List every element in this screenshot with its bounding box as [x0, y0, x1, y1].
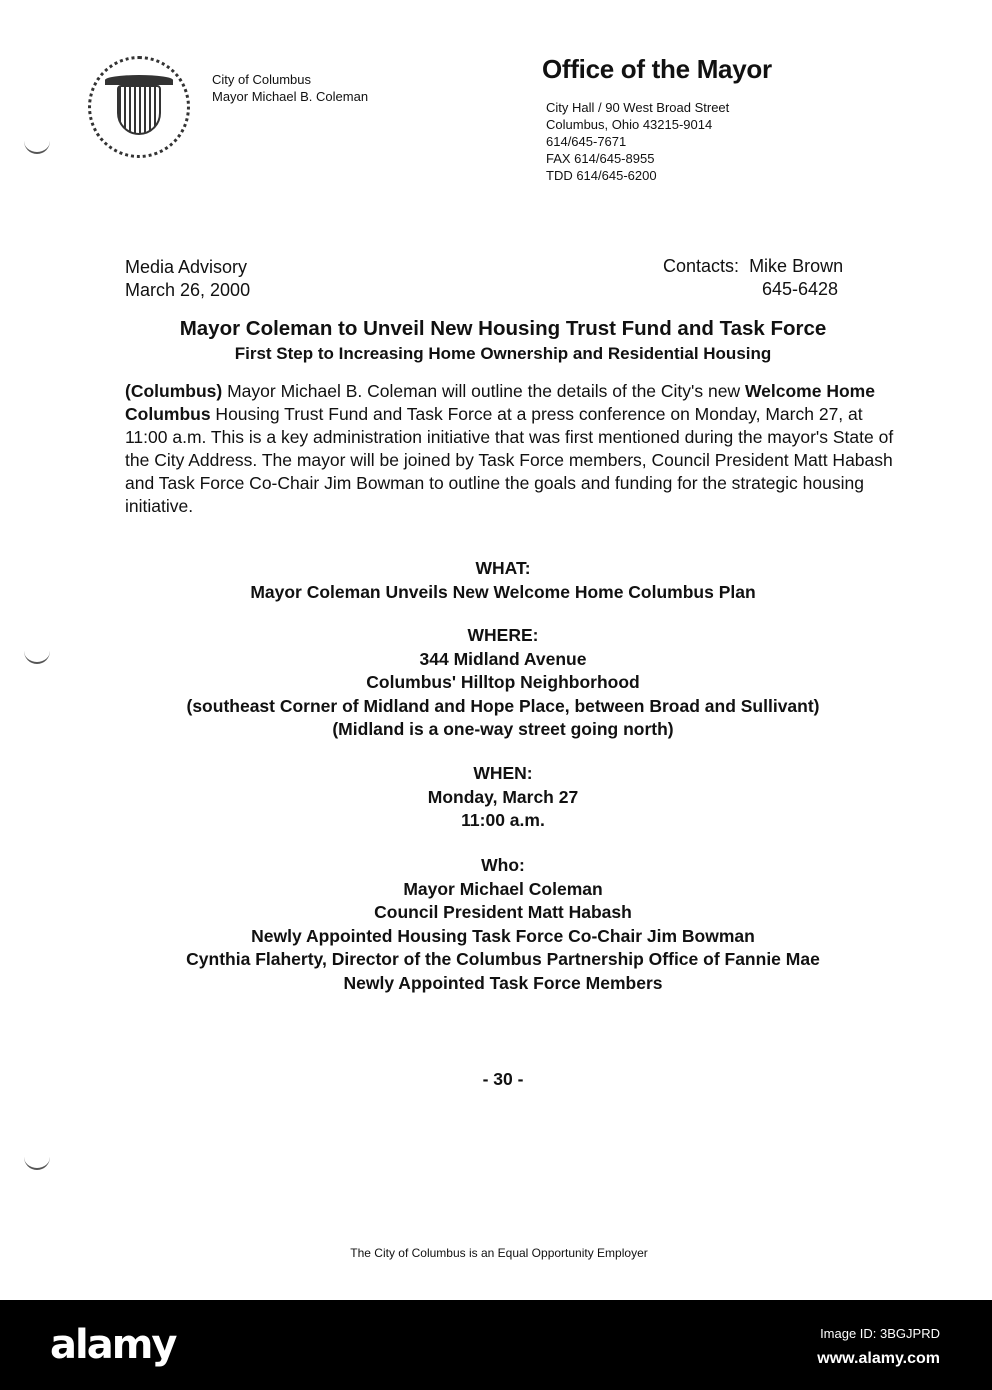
section-label: WHAT: — [475, 558, 531, 578]
section-line: (Midland is a one-way street going north) — [332, 719, 674, 739]
binder-hole — [24, 1156, 50, 1170]
advisory-date: March 26, 2000 — [125, 280, 251, 300]
city-seal-logo — [88, 56, 190, 158]
phone: 614/645-7671 — [546, 134, 627, 149]
address-line: Columbus, Ohio 43215-9014 — [546, 117, 713, 132]
tdd: TDD 614/645-6200 — [546, 168, 657, 183]
when-section — [0, 762, 992, 833]
headline-subtitle: First Step to Increasing Home Ownership and Residential Housing — [234, 344, 772, 363]
section-line: 11:00 a.m. — [461, 810, 545, 830]
city-name: City of Columbus — [212, 72, 311, 87]
who-section — [0, 854, 992, 995]
what-section — [0, 557, 992, 604]
contacts-label: Contacts: — [663, 256, 740, 276]
contacts — [663, 255, 843, 301]
program-name: Welcome Home Columbus — [125, 381, 875, 424]
section-label: WHERE: — [467, 625, 539, 645]
address-line: City Hall / 90 West Broad Street — [546, 100, 730, 115]
alamy-logo: alamy — [50, 1322, 176, 1368]
section-line: Monday, March 27 — [427, 786, 579, 807]
footer-eoe: The City of Columbus is an Equal Opportunity Employer — [350, 1246, 648, 1260]
section-line: Mayor Coleman Unveils New Welcome Home Columbus Plan — [250, 581, 756, 602]
section-label: Who: — [481, 855, 525, 875]
watermark-bar — [0, 1300, 992, 1390]
section-line: Cynthia Flaherty, Director of the Columbus Partnership Office of Fannie Mae — [186, 949, 820, 969]
where-section — [0, 624, 992, 742]
letterhead-sender — [212, 71, 368, 105]
advisory-info — [125, 256, 250, 302]
image-id: Image ID: 3BGJPRD — [820, 1326, 940, 1341]
body-text: Mayor Michael B. Coleman will outline the details of the City's new — [222, 381, 745, 401]
alamy-url: www.alamy.com — [817, 1350, 940, 1367]
office-address — [546, 99, 729, 184]
advisory-label: Media Advisory — [125, 257, 248, 277]
section-line: (southeast Corner of Midland and Hope Place, between Broad and Sullivant) — [186, 695, 820, 716]
contact-phone: 645-6428 — [762, 279, 839, 299]
mayor-name: Mayor Michael B. Coleman — [212, 89, 369, 104]
section-line: Newly Appointed Housing Task Force Co-Chair Jim Bowman — [251, 925, 755, 946]
section-line: 344 Midland Avenue — [419, 648, 587, 669]
section-line: Council President Matt Habash — [374, 902, 632, 922]
office-title: Office of the Mayor — [542, 54, 772, 84]
body-paragraph — [125, 380, 895, 518]
section-line: Mayor Michael Coleman — [403, 878, 603, 899]
section-line: Newly Appointed Task Force Members — [343, 972, 663, 993]
section-label: WHEN: — [473, 763, 533, 783]
end-mark: - 30 - — [482, 1069, 524, 1089]
fax: FAX 614/645-8955 — [546, 151, 655, 166]
dateline: (Columbus) — [125, 381, 223, 401]
binder-hole — [24, 140, 50, 154]
headline-title: Mayor Coleman to Unveil New Housing Trust Fund and Task Force — [179, 317, 827, 340]
body-text: Housing Trust Fund and Task Force at a press conference on Monday, March 27, at 11:00 a.m. This is a key administration initiative that was first mentioned during the mayor's State of the City Address. The mayor will be joined by Task Force members, Council President Matt Habash and Task Force Co-Chair Jim Bowman to outline the goals and funding for the strategic housing initiative. — [125, 404, 894, 516]
section-line: Columbus' Hilltop Neighborhood — [366, 672, 640, 692]
contact-name: Mike Brown — [749, 256, 844, 276]
